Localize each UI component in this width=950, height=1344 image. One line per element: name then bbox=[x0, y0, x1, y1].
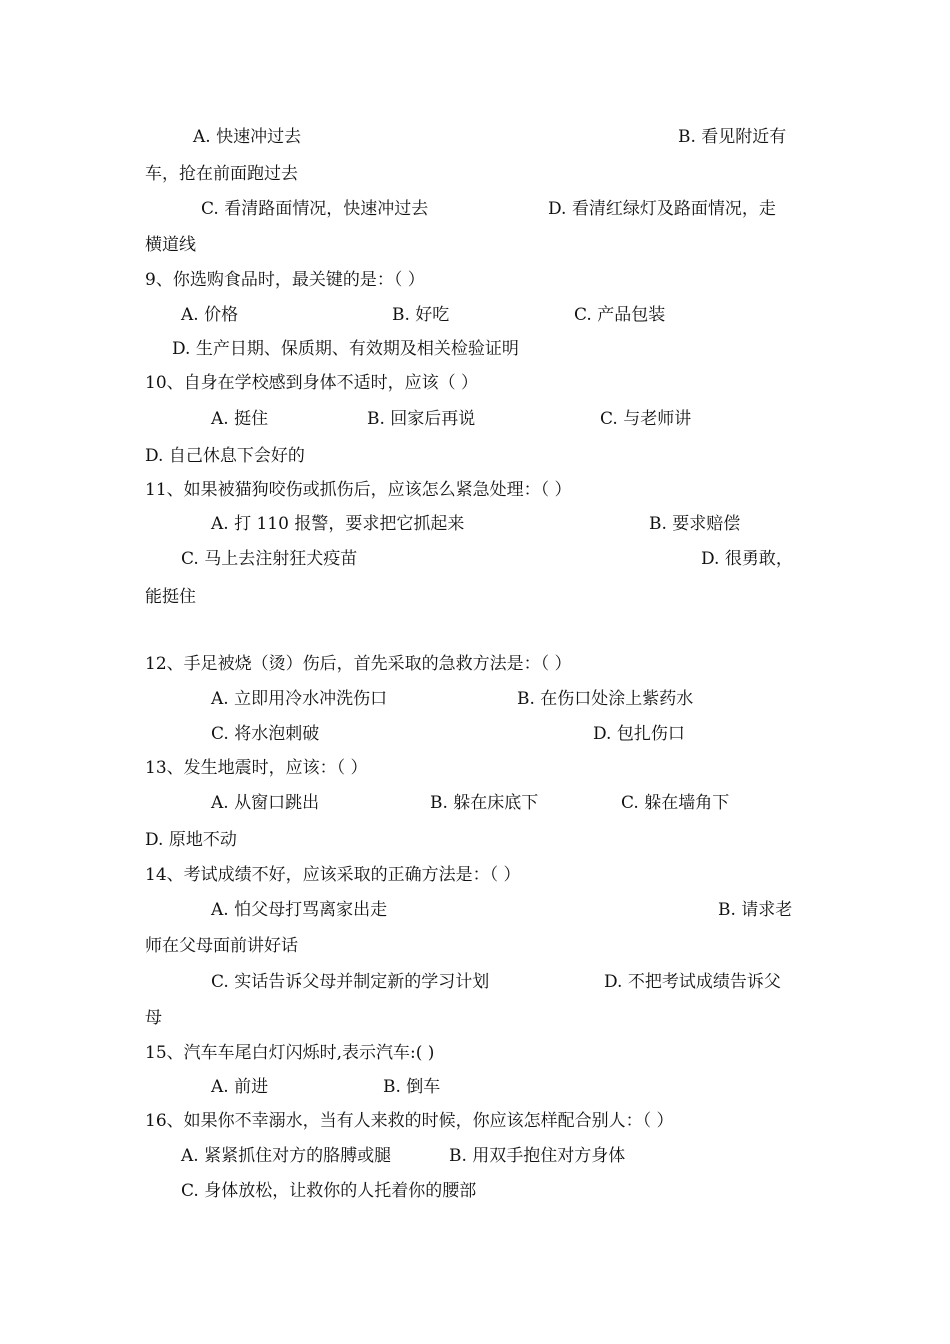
q14-option-c: C. 实话告诉父母并制定新的学习计划 bbox=[211, 972, 490, 992]
q16-option-b: B. 用双手抱住对方身体 bbox=[449, 1146, 626, 1166]
q11-stem: 11、如果被猫狗咬伤或抓伤后，应该怎么紧急处理：（ ） bbox=[145, 480, 572, 500]
q13-option-a: A. 从窗口跳出 bbox=[211, 793, 320, 813]
q14-stem: 14、考试成绩不好，应该采取的正确方法是：（ ） bbox=[145, 865, 521, 885]
q9-option-c: C. 产品包装 bbox=[574, 305, 666, 325]
q16-option-c: C. 身体放松，让救你的人托着你的腰部 bbox=[181, 1181, 477, 1201]
q14-option-b: B. 请求老 bbox=[718, 900, 793, 920]
q11-option-d: D. 很勇敢， bbox=[701, 549, 793, 569]
q14-option-d-continued: 母 bbox=[145, 1008, 162, 1028]
q11-option-d-continued: 能挺住 bbox=[145, 587, 196, 607]
q16-option-a: A. 紧紧抓住对方的胳膊或腿 bbox=[181, 1146, 392, 1166]
q12-option-a: A. 立即用冷水冲洗伤口 bbox=[211, 689, 388, 709]
q15-option-b: B. 倒车 bbox=[383, 1077, 441, 1097]
q12-option-b: B. 在伤口处涂上紫药水 bbox=[517, 689, 694, 709]
q9-stem: 9、你选购食品时，最关键的是：（ ） bbox=[145, 270, 425, 290]
q8-option-a: A. 快速冲过去 bbox=[193, 127, 302, 147]
q8-option-b: B. 看见附近有 bbox=[678, 127, 787, 147]
q11-option-a: A. 打 110 报警，要求把它抓起来 bbox=[211, 514, 465, 534]
q8-option-c: C. 看清路面情况，快速冲过去 bbox=[201, 199, 429, 219]
q10-stem: 10、自身在学校感到身体不适时，应该（ ） bbox=[145, 373, 479, 393]
q10-option-c: C. 与老师讲 bbox=[600, 409, 692, 429]
q10-option-b: B. 回家后再说 bbox=[367, 409, 476, 429]
q9-option-d: D. 生产日期、保质期、有效期及相关检验证明 bbox=[172, 339, 519, 359]
q13-stem: 13、发生地震时，应该：（ ） bbox=[145, 758, 368, 778]
q8-option-d: D. 看清红绿灯及路面情况，走 bbox=[548, 199, 776, 219]
q11-option-b: B. 要求赔偿 bbox=[649, 514, 741, 534]
q15-option-a: A. 前进 bbox=[211, 1077, 269, 1097]
q13-option-c: C. 躲在墙角下 bbox=[621, 793, 730, 813]
q10-option-d: D. 自己休息下会好的 bbox=[145, 446, 305, 466]
q13-option-b: B. 躲在床底下 bbox=[430, 793, 539, 813]
q14-option-a: A. 怕父母打骂离家出走 bbox=[211, 900, 388, 920]
q9-option-b: B. 好吃 bbox=[392, 305, 450, 325]
q14-option-d: D. 不把考试成绩告诉父 bbox=[604, 972, 781, 992]
q12-stem: 12、手足被烧（烫）伤后，首先采取的急救方法是：（ ） bbox=[145, 654, 572, 674]
q14-option-b-continued: 师在父母面前讲好话 bbox=[145, 936, 298, 956]
q11-option-c: C. 马上去注射狂犬疫苗 bbox=[181, 549, 358, 569]
q8-option-b-continued: 车，抢在前面跑过去 bbox=[145, 164, 298, 184]
q10-option-a: A. 挺住 bbox=[211, 409, 269, 429]
q9-option-a: A. 价格 bbox=[181, 305, 239, 325]
q16-stem: 16、如果你不幸溺水，当有人来救的时候，你应该怎样配合别人：（ ） bbox=[145, 1111, 674, 1131]
q8-option-d-continued: 横道线 bbox=[145, 235, 196, 255]
q12-option-d: D. 包扎伤口 bbox=[593, 724, 685, 744]
q13-option-d: D. 原地不动 bbox=[145, 830, 237, 850]
q15-stem: 15、汽车车尾白灯闪烁时,表示汽车:( ) bbox=[145, 1043, 435, 1063]
q12-option-c: C. 将水泡刺破 bbox=[211, 724, 320, 744]
